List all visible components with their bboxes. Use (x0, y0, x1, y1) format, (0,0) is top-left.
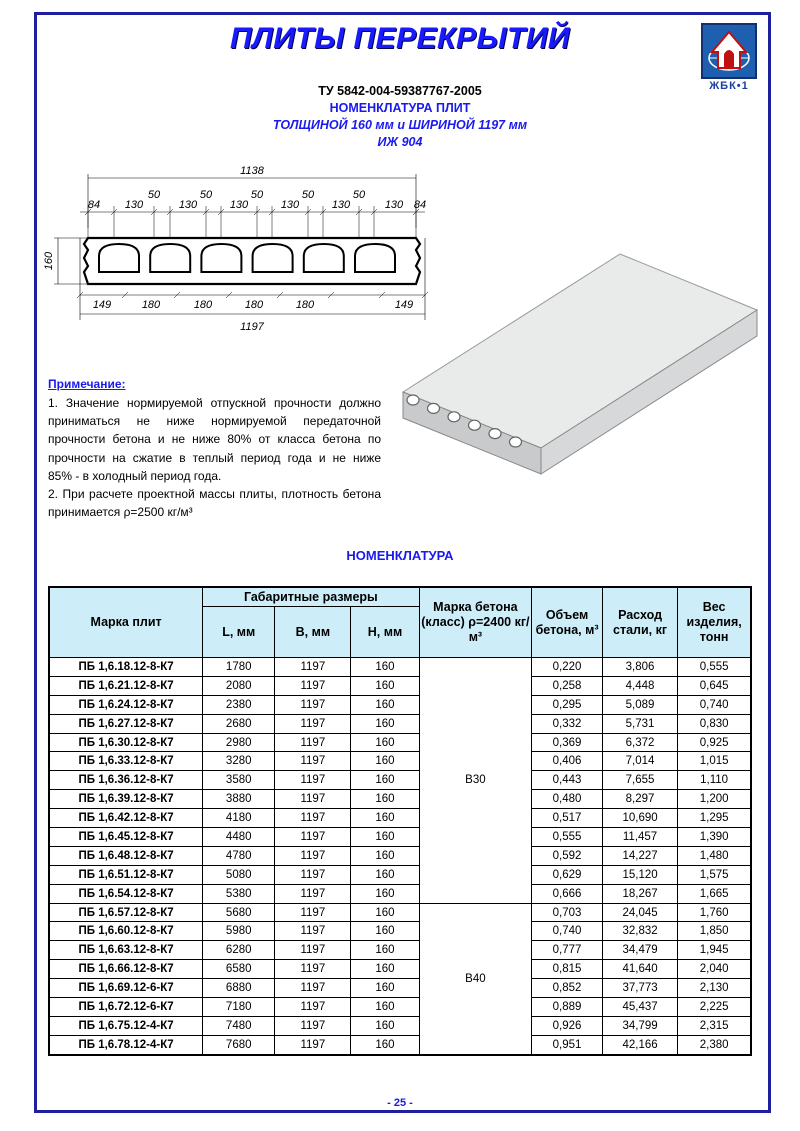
dimension-label: 1197 (240, 321, 264, 333)
col-header-steel: Расход стали, кг (602, 587, 677, 658)
cell-weight: 1,575 (678, 865, 751, 884)
page-number: - 25 - (387, 1097, 413, 1109)
cell-weight: 0,925 (678, 733, 751, 752)
cell-volume: 0,555 (532, 828, 603, 847)
cell-steel: 45,437 (602, 998, 677, 1017)
cell-height: 160 (351, 846, 419, 865)
note-line: прочности на сжатие в теплый период года и не ниже (48, 450, 381, 465)
cell-length: 1780 (203, 658, 275, 677)
slab-section (84, 238, 420, 284)
cell-steel: 34,799 (602, 1016, 677, 1035)
cell-length: 2380 (203, 695, 275, 714)
table-row (49, 960, 751, 979)
col-header-H: Н, мм (351, 607, 419, 658)
cell-length: 4480 (203, 828, 275, 847)
table-section-title: НОМЕНКЛАТУРА (346, 548, 454, 563)
cell-volume: 0,666 (532, 884, 603, 903)
table-row (49, 1035, 751, 1054)
cell-width: 1197 (275, 941, 351, 960)
col-header-weight: Вес изделия, тонн (678, 587, 751, 658)
dimension-label: 130 (280, 199, 300, 211)
cell-mark: ПБ 1,6.51.12-8-К7 (49, 865, 203, 884)
dimension-label: 180 (141, 299, 161, 311)
cell-volume: 0,517 (532, 809, 603, 828)
cell-mark: ПБ 1,6.33.12-8-К7 (49, 752, 203, 771)
dimension-label: 180 (244, 299, 264, 311)
cell-length: 6280 (203, 941, 275, 960)
dimension-label: 149 (394, 299, 414, 311)
cell-steel: 8,297 (602, 790, 677, 809)
cell-volume: 0,889 (532, 998, 603, 1017)
slab-hole (489, 429, 501, 439)
cell-mark: ПБ 1,6.18.12-8-К7 (49, 658, 203, 677)
col-header-L: L, мм (203, 607, 275, 658)
slab-hole (448, 412, 460, 422)
cell-volume: 0,703 (532, 903, 603, 922)
dimension-label: 130 (229, 199, 249, 211)
cell-length: 6580 (203, 960, 275, 979)
cell-volume: 0,480 (532, 790, 603, 809)
cell-weight: 1,480 (678, 846, 751, 865)
cell-mark: ПБ 1,6.36.12-8-К7 (49, 771, 203, 790)
cell-width: 1197 (275, 809, 351, 828)
cell-mark: ПБ 1,6.66.12-8-К7 (49, 960, 203, 979)
cell-mark: ПБ 1,6.63.12-8-К7 (49, 941, 203, 960)
cell-width: 1197 (275, 846, 351, 865)
nomenclature-table (48, 586, 752, 1056)
cell-mark: ПБ 1,6.21.12-8-К7 (49, 676, 203, 695)
cell-width: 1197 (275, 1016, 351, 1035)
cell-height: 160 (351, 790, 419, 809)
table-row (49, 979, 751, 998)
cell-width: 1197 (275, 695, 351, 714)
table-row (49, 998, 751, 1017)
dimension-label: 50 (250, 189, 264, 201)
cell-mark: ПБ 1,6.54.12-8-К7 (49, 884, 203, 903)
cell-width: 1197 (275, 828, 351, 847)
table-row (49, 658, 751, 677)
table-row (49, 714, 751, 733)
note-line: 2. При расчете проектной массы плиты, плотность бетона (48, 487, 381, 501)
cell-mark: ПБ 1,6.75.12-4-К7 (49, 1016, 203, 1035)
cell-weight: 1,850 (678, 922, 751, 941)
cell-width: 1197 (275, 771, 351, 790)
cell-steel: 5,089 (602, 695, 677, 714)
col-header-B: В, мм (275, 607, 351, 658)
cell-height: 160 (351, 752, 419, 771)
cell-height: 160 (351, 1035, 419, 1054)
cell-width: 1197 (275, 903, 351, 922)
cell-weight: 1,295 (678, 809, 751, 828)
dimension-label: 50 (147, 189, 161, 201)
table-row (49, 695, 751, 714)
slab-hole (510, 437, 522, 447)
series-label: ИЖ 904 (377, 135, 423, 149)
cell-steel: 11,457 (602, 828, 677, 847)
cell-width: 1197 (275, 960, 351, 979)
cell-length: 6880 (203, 979, 275, 998)
cell-length: 3580 (203, 771, 275, 790)
cell-weight: 2,380 (678, 1035, 751, 1054)
cell-steel: 6,372 (602, 733, 677, 752)
cell-height: 160 (351, 998, 419, 1017)
slab-void (253, 244, 293, 272)
cell-mark: ПБ 1,6.78.12-4-К7 (49, 1035, 203, 1054)
table-row (49, 828, 751, 847)
cell-height: 160 (351, 979, 419, 998)
table-row (49, 771, 751, 790)
cell-height: 160 (351, 922, 419, 941)
thickness-line: ТОЛЩИНОЙ 160 мм и ШИРИНОЙ 1197 мм (272, 118, 528, 132)
cell-length: 7480 (203, 1016, 275, 1035)
cell-length: 2980 (203, 733, 275, 752)
slab-void (355, 244, 395, 272)
cell-steel: 15,120 (602, 865, 677, 884)
col-header-mark: Марка плит (49, 587, 203, 658)
cell-height: 160 (351, 1016, 419, 1035)
cell-weight: 2,315 (678, 1016, 751, 1035)
cell-width: 1197 (275, 790, 351, 809)
cell-weight: 1,200 (678, 790, 751, 809)
cell-volume: 0,295 (532, 695, 603, 714)
cell-mark: ПБ 1,6.57.12-8-К7 (49, 903, 203, 922)
dimension-label: 84 (413, 199, 427, 211)
logo-text: ЖБК•1 (709, 80, 749, 92)
table-row (49, 865, 751, 884)
cell-width: 1197 (275, 714, 351, 733)
cell-volume: 0,592 (532, 846, 603, 865)
cell-volume: 0,332 (532, 714, 603, 733)
note-line: принимается ρ=2500 кг/м³ (48, 505, 193, 520)
cell-width: 1197 (275, 865, 351, 884)
cell-volume: 0,629 (532, 865, 603, 884)
cell-height: 160 (351, 714, 419, 733)
cell-height: 160 (351, 733, 419, 752)
cell-mark: ПБ 1,6.42.12-8-К7 (49, 809, 203, 828)
cell-length: 4780 (203, 846, 275, 865)
cell-mark: ПБ 1,6.69.12-6-К7 (49, 979, 203, 998)
page-title: ПЛИТЫ ПЕРЕКРЫТИЙ (230, 22, 570, 55)
slab-hole (407, 395, 419, 405)
cell-mark: ПБ 1,6.48.12-8-К7 (49, 846, 203, 865)
cell-concrete-class: В30 (419, 658, 532, 904)
cell-mark: ПБ 1,6.72.12-6-К7 (49, 998, 203, 1017)
cell-weight: 2,040 (678, 960, 751, 979)
cell-height: 160 (351, 903, 419, 922)
cell-volume: 0,777 (532, 941, 603, 960)
col-header-dims: Габаритные размеры (203, 587, 419, 607)
cell-width: 1197 (275, 752, 351, 771)
dimension-label: 180 (193, 299, 213, 311)
dimension-label: 130 (124, 199, 144, 211)
cell-length: 2680 (203, 714, 275, 733)
note-line: 85% - в холодный период года. (48, 468, 222, 483)
cell-weight: 0,740 (678, 695, 751, 714)
col-header-concrete: Марка бетона (класс) ρ=2400 кг/м³ (419, 587, 532, 658)
cell-steel: 41,640 (602, 960, 677, 979)
cell-mark: ПБ 1,6.45.12-8-К7 (49, 828, 203, 847)
cell-steel: 3,806 (602, 658, 677, 677)
cell-weight: 0,645 (678, 676, 751, 695)
cell-volume: 0,443 (532, 771, 603, 790)
cell-steel: 42,166 (602, 1035, 677, 1054)
table-body (49, 658, 751, 1055)
table-row (49, 903, 751, 922)
cell-volume: 0,926 (532, 1016, 603, 1035)
cell-width: 1197 (275, 998, 351, 1017)
table-row (49, 790, 751, 809)
dimension-label: 84 (87, 199, 101, 211)
table-row (49, 676, 751, 695)
cell-height: 160 (351, 828, 419, 847)
nomenclature-heading: НОМЕНКЛАТУРА ПЛИТ (329, 101, 471, 115)
cell-steel: 7,014 (602, 752, 677, 771)
cell-steel: 4,448 (602, 676, 677, 695)
slab-3d-illustration (395, 252, 765, 477)
cell-width: 1197 (275, 733, 351, 752)
dimension-label: 180 (295, 299, 315, 311)
dimension-label: 1138 (240, 165, 264, 177)
cell-weight: 1,015 (678, 752, 751, 771)
cell-length: 5680 (203, 903, 275, 922)
cell-mark: ПБ 1,6.39.12-8-К7 (49, 790, 203, 809)
slab-cross-section-drawing (40, 160, 440, 340)
slab-void (99, 244, 139, 272)
cell-length: 5080 (203, 865, 275, 884)
cell-steel: 10,690 (602, 809, 677, 828)
cell-weight: 1,110 (678, 771, 751, 790)
cell-volume: 0,815 (532, 960, 603, 979)
slab-void (150, 244, 190, 272)
cell-steel: 14,227 (602, 846, 677, 865)
cell-height: 160 (351, 960, 419, 979)
cell-weight: 2,130 (678, 979, 751, 998)
cell-steel: 32,832 (602, 922, 677, 941)
cell-weight: 0,555 (678, 658, 751, 677)
dimension-label: 50 (199, 189, 213, 201)
cell-width: 1197 (275, 884, 351, 903)
cell-width: 1197 (275, 1035, 351, 1054)
slab-hole (428, 403, 440, 413)
cell-weight: 2,225 (678, 998, 751, 1017)
logo-emblem-icon (700, 22, 758, 80)
cell-volume: 0,369 (532, 733, 603, 752)
cell-steel: 34,479 (602, 941, 677, 960)
cell-mark: ПБ 1,6.27.12-8-К7 (49, 714, 203, 733)
dimension-label: 50 (301, 189, 315, 201)
dimension-label: 130 (331, 199, 351, 211)
cell-weight: 1,665 (678, 884, 751, 903)
table-row (49, 809, 751, 828)
cell-width: 1197 (275, 658, 351, 677)
note-line: прочности бетона и не ниже 80% от класса бетона по (48, 432, 381, 447)
cell-weight: 0,830 (678, 714, 751, 733)
cell-height: 160 (351, 771, 419, 790)
cell-volume: 0,852 (532, 979, 603, 998)
cell-steel: 18,267 (602, 884, 677, 903)
cell-height: 160 (351, 676, 419, 695)
table-row (49, 1016, 751, 1035)
note-title: Примечание: (48, 377, 126, 391)
cell-height: 160 (351, 884, 419, 903)
cell-mark: ПБ 1,6.24.12-8-К7 (49, 695, 203, 714)
table-row (49, 733, 751, 752)
note-line: 1. Значение нормируемой отпускной прочности должно (48, 396, 381, 410)
table-row (49, 752, 751, 771)
cell-volume: 0,220 (532, 658, 603, 677)
col-header-volume: Объем бетона, м³ (532, 587, 603, 658)
cell-height: 160 (351, 658, 419, 677)
spec-number: ТУ 5842-004-59387767-2005 (318, 84, 482, 98)
cell-weight: 1,760 (678, 903, 751, 922)
dimension-label: 130 (178, 199, 198, 211)
dimension-label: 160 (43, 251, 55, 271)
slab-hole (469, 420, 481, 430)
cell-steel: 24,045 (602, 903, 677, 922)
cell-length: 3880 (203, 790, 275, 809)
dimension-label: 149 (92, 299, 112, 311)
table-row (49, 846, 751, 865)
cell-height: 160 (351, 809, 419, 828)
cell-length: 2080 (203, 676, 275, 695)
cell-volume: 0,406 (532, 752, 603, 771)
dimension-label: 50 (352, 189, 366, 201)
cell-steel: 5,731 (602, 714, 677, 733)
slab-void (201, 244, 241, 272)
cell-steel: 37,773 (602, 979, 677, 998)
note-line: приниматься не ниже нормируемой передаточной (48, 414, 381, 429)
cell-mark: ПБ 1,6.60.12-8-К7 (49, 922, 203, 941)
cell-length: 4180 (203, 809, 275, 828)
cell-length: 7180 (203, 998, 275, 1017)
cell-weight: 1,390 (678, 828, 751, 847)
dimension-label: 130 (384, 199, 404, 211)
cell-volume: 0,740 (532, 922, 603, 941)
slab-void (304, 244, 344, 272)
table-row (49, 884, 751, 903)
cell-concrete-class: В40 (419, 903, 532, 1055)
cell-mark: ПБ 1,6.30.12-8-К7 (49, 733, 203, 752)
cell-height: 160 (351, 865, 419, 884)
cell-width: 1197 (275, 979, 351, 998)
cell-length: 7680 (203, 1035, 275, 1054)
cell-width: 1197 (275, 676, 351, 695)
cell-volume: 0,951 (532, 1035, 603, 1054)
cell-length: 5380 (203, 884, 275, 903)
cell-width: 1197 (275, 922, 351, 941)
cell-weight: 1,945 (678, 941, 751, 960)
cell-length: 5980 (203, 922, 275, 941)
cell-height: 160 (351, 695, 419, 714)
table-row (49, 922, 751, 941)
table-row (49, 941, 751, 960)
cell-steel: 7,655 (602, 771, 677, 790)
cell-length: 3280 (203, 752, 275, 771)
cell-volume: 0,258 (532, 676, 603, 695)
cell-height: 160 (351, 941, 419, 960)
